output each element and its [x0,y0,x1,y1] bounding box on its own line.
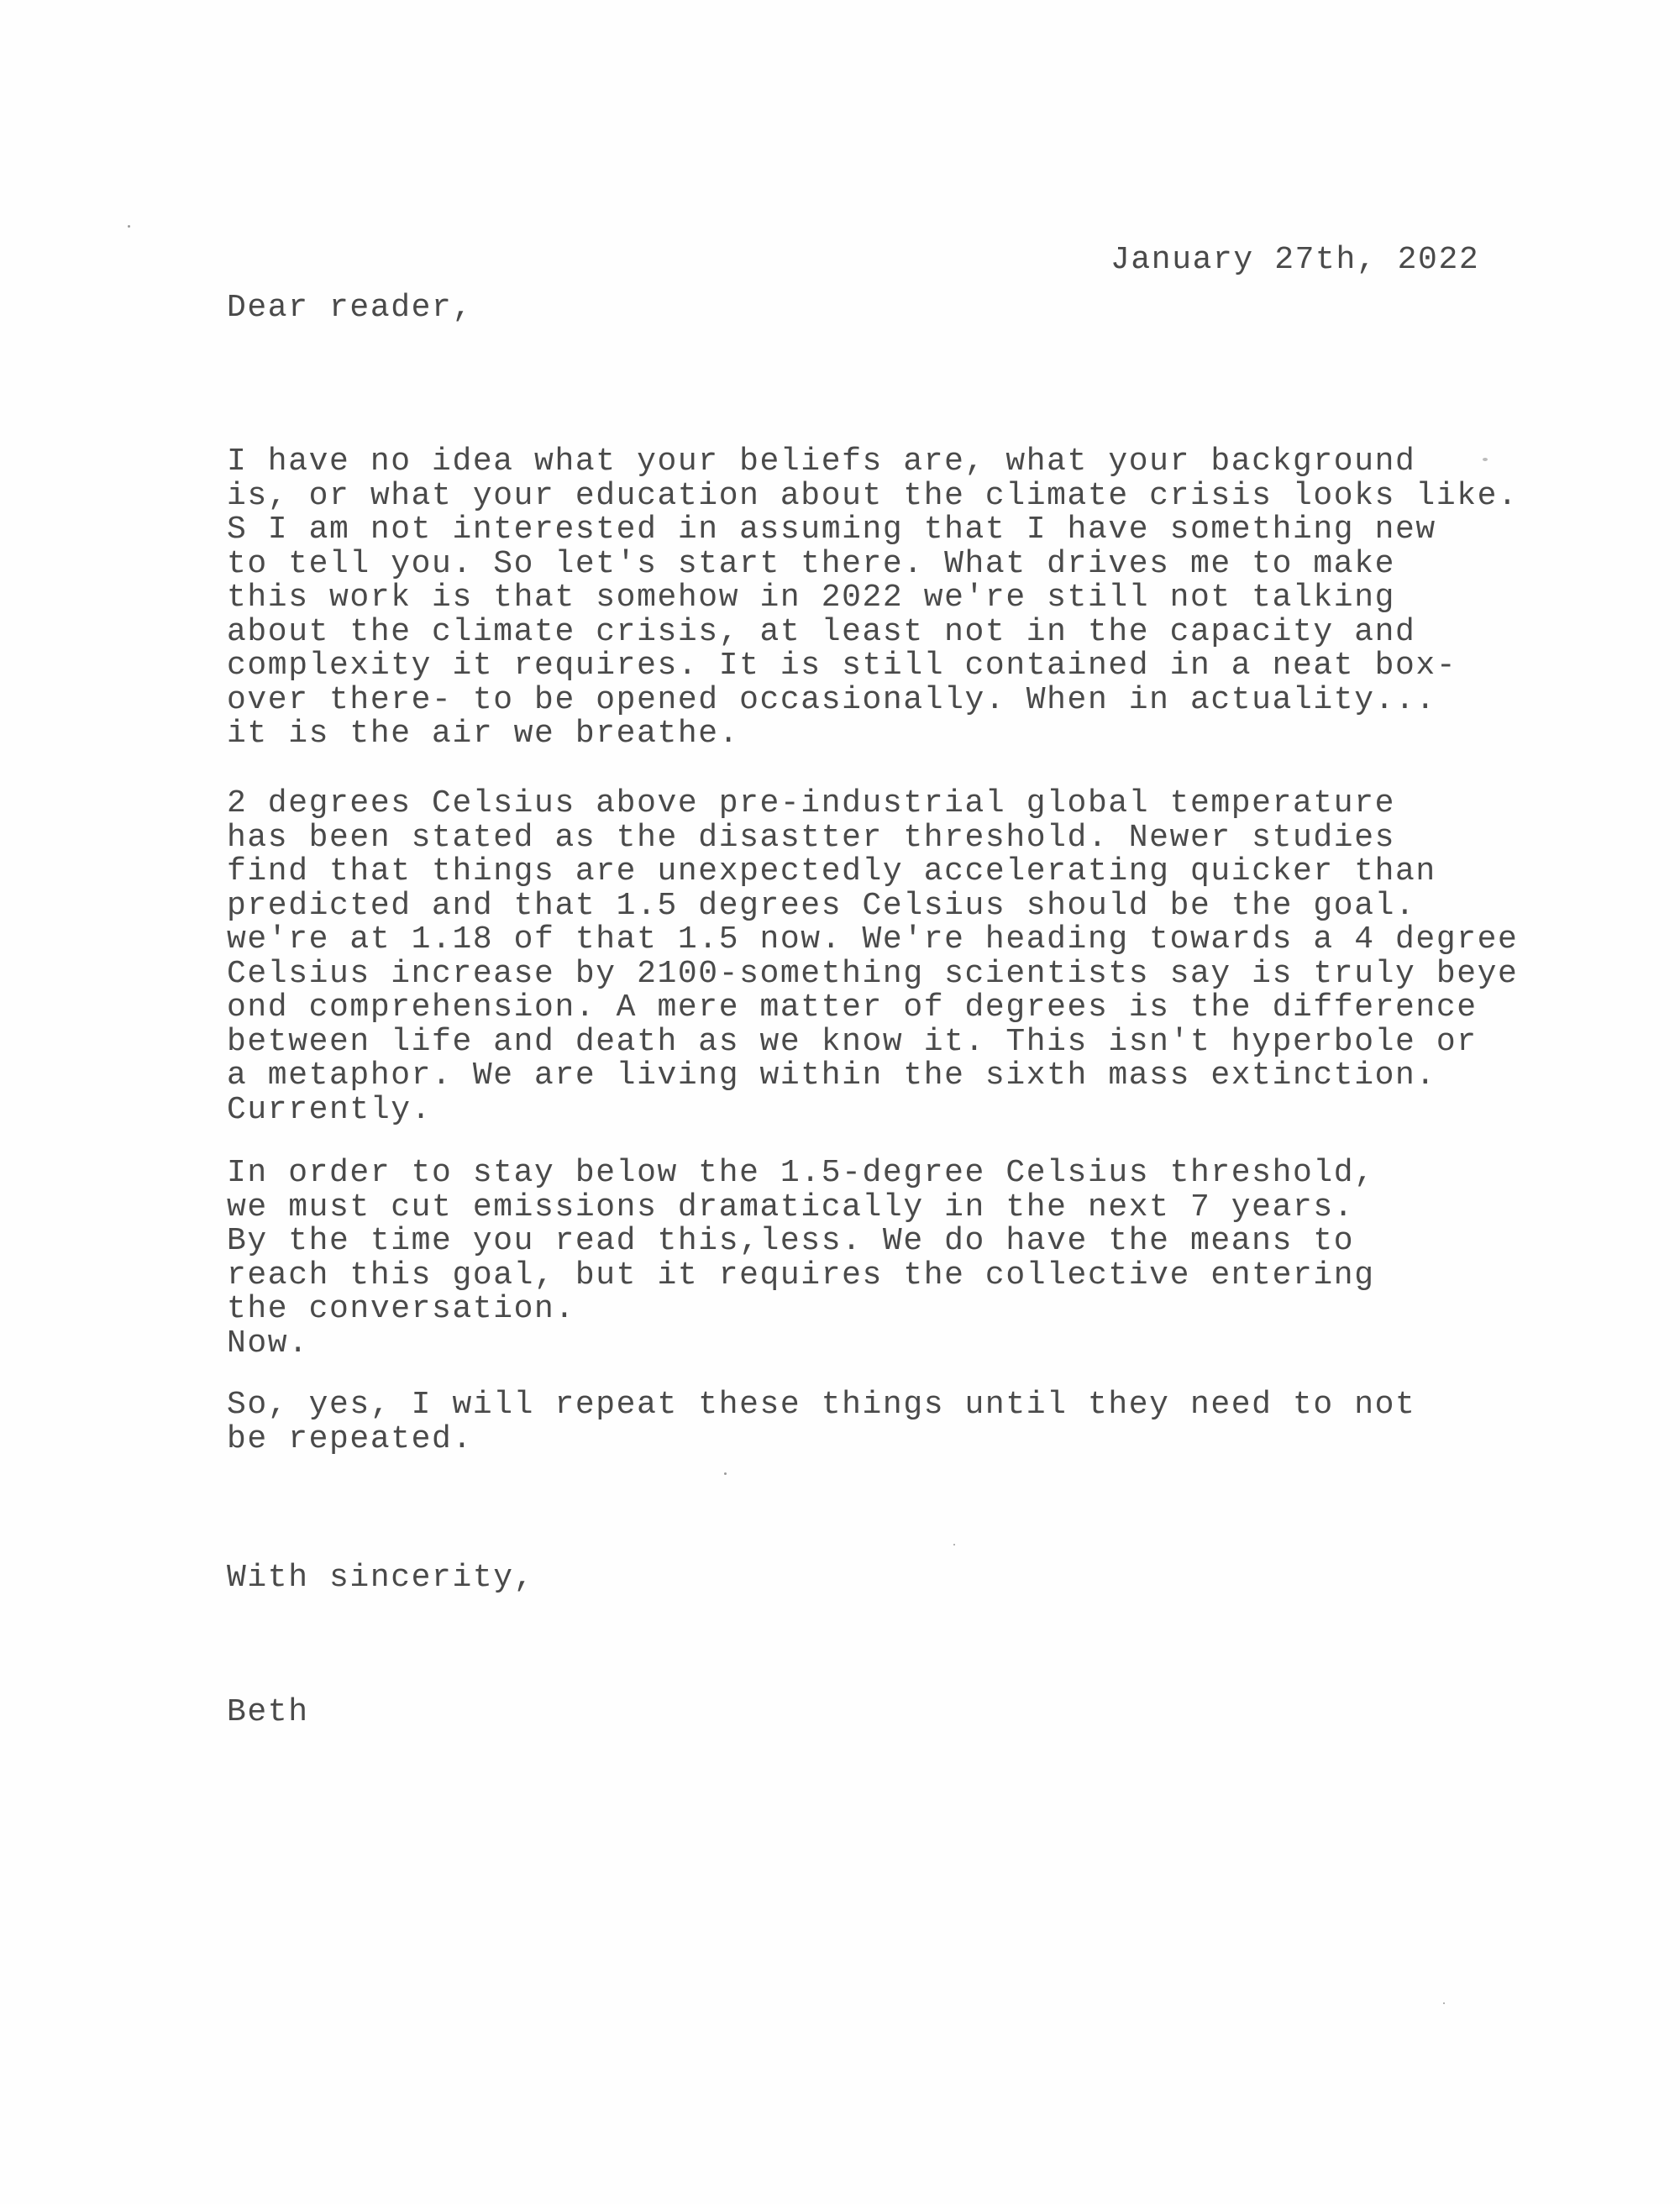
closing: With sincerity, [227,1560,535,1596]
paper-speck [1443,2002,1445,2004]
paper-speck [128,225,130,228]
text-line: to tell you. So let's start there. What drives me to make [227,545,1396,582]
text-line: Celsius increase by 2100-something scientists say is truly beye [227,955,1519,992]
text-line: we must cut emissions dramatically in the next 7 years. [227,1189,1355,1225]
letter-date: January 27th, 2022 [1110,242,1480,278]
text-line: a metaphor. We are living within the sixth mass extinction. [227,1057,1436,1094]
text-line: predicted and that 1.5 degrees Celsius should be the goal. [227,887,1416,924]
text-line: has been stated as the disastter threshold. Newer studies [227,819,1396,856]
text-line: over there- to be opened occasionally. When in actuality... [227,681,1436,718]
text-line: between life and death as we know it. This isn't hyperbole or [227,1023,1478,1060]
text-line: S I am not interested in assuming that I have something new [227,512,1436,548]
text-line: this work is that somehow in 2022 we're still not talking [227,580,1396,616]
paper-speck [953,1544,955,1545]
text-line: 2 degrees Celsius above pre-industrial global temperature [227,785,1396,821]
text-line: Now. [227,1325,309,1362]
text-line: about the climate crisis, at least not in the capacity and [227,613,1416,650]
paper-speck [724,1472,727,1475]
paragraph-1 [227,445,1518,752]
paragraph-4 [227,1388,1415,1456]
paper-speck [1483,458,1488,461]
text-line: be repeated. [227,1420,473,1457]
salutation: Dear reader, [227,290,473,326]
text-line: it is the air we breathe. [227,716,740,752]
paragraph-3 [227,1157,1375,1361]
text-line: Currently. [227,1091,433,1128]
signature: Beth [227,1694,309,1730]
text-line: is, or what your education about the climate crisis looks like. [227,477,1519,514]
text-line: In order to stay below the 1.5-degree Celsius threshold, [227,1155,1375,1191]
text-line: reach this goal, but it requires the collective entering [227,1257,1375,1294]
text-line: So, yes, I will repeat these things until they need to not [227,1387,1416,1423]
text-line: we're at 1.18 of that 1.5 now. We're heading towards a 4 degree [227,921,1519,958]
text-line: find that things are unexpectedly accelerating quicker than [227,853,1436,889]
text-line: ond comprehension. A mere matter of degrees is the difference [227,989,1478,1026]
text-line: the conversation. [227,1291,575,1327]
paragraph-2 [227,787,1518,1127]
text-line: By the time you read this,less. We do have the means to [227,1223,1355,1259]
text-line: I have no idea what your beliefs are, what your background [227,443,1416,480]
text-line: complexity it requires. It is still contained in a neat box- [227,648,1457,684]
